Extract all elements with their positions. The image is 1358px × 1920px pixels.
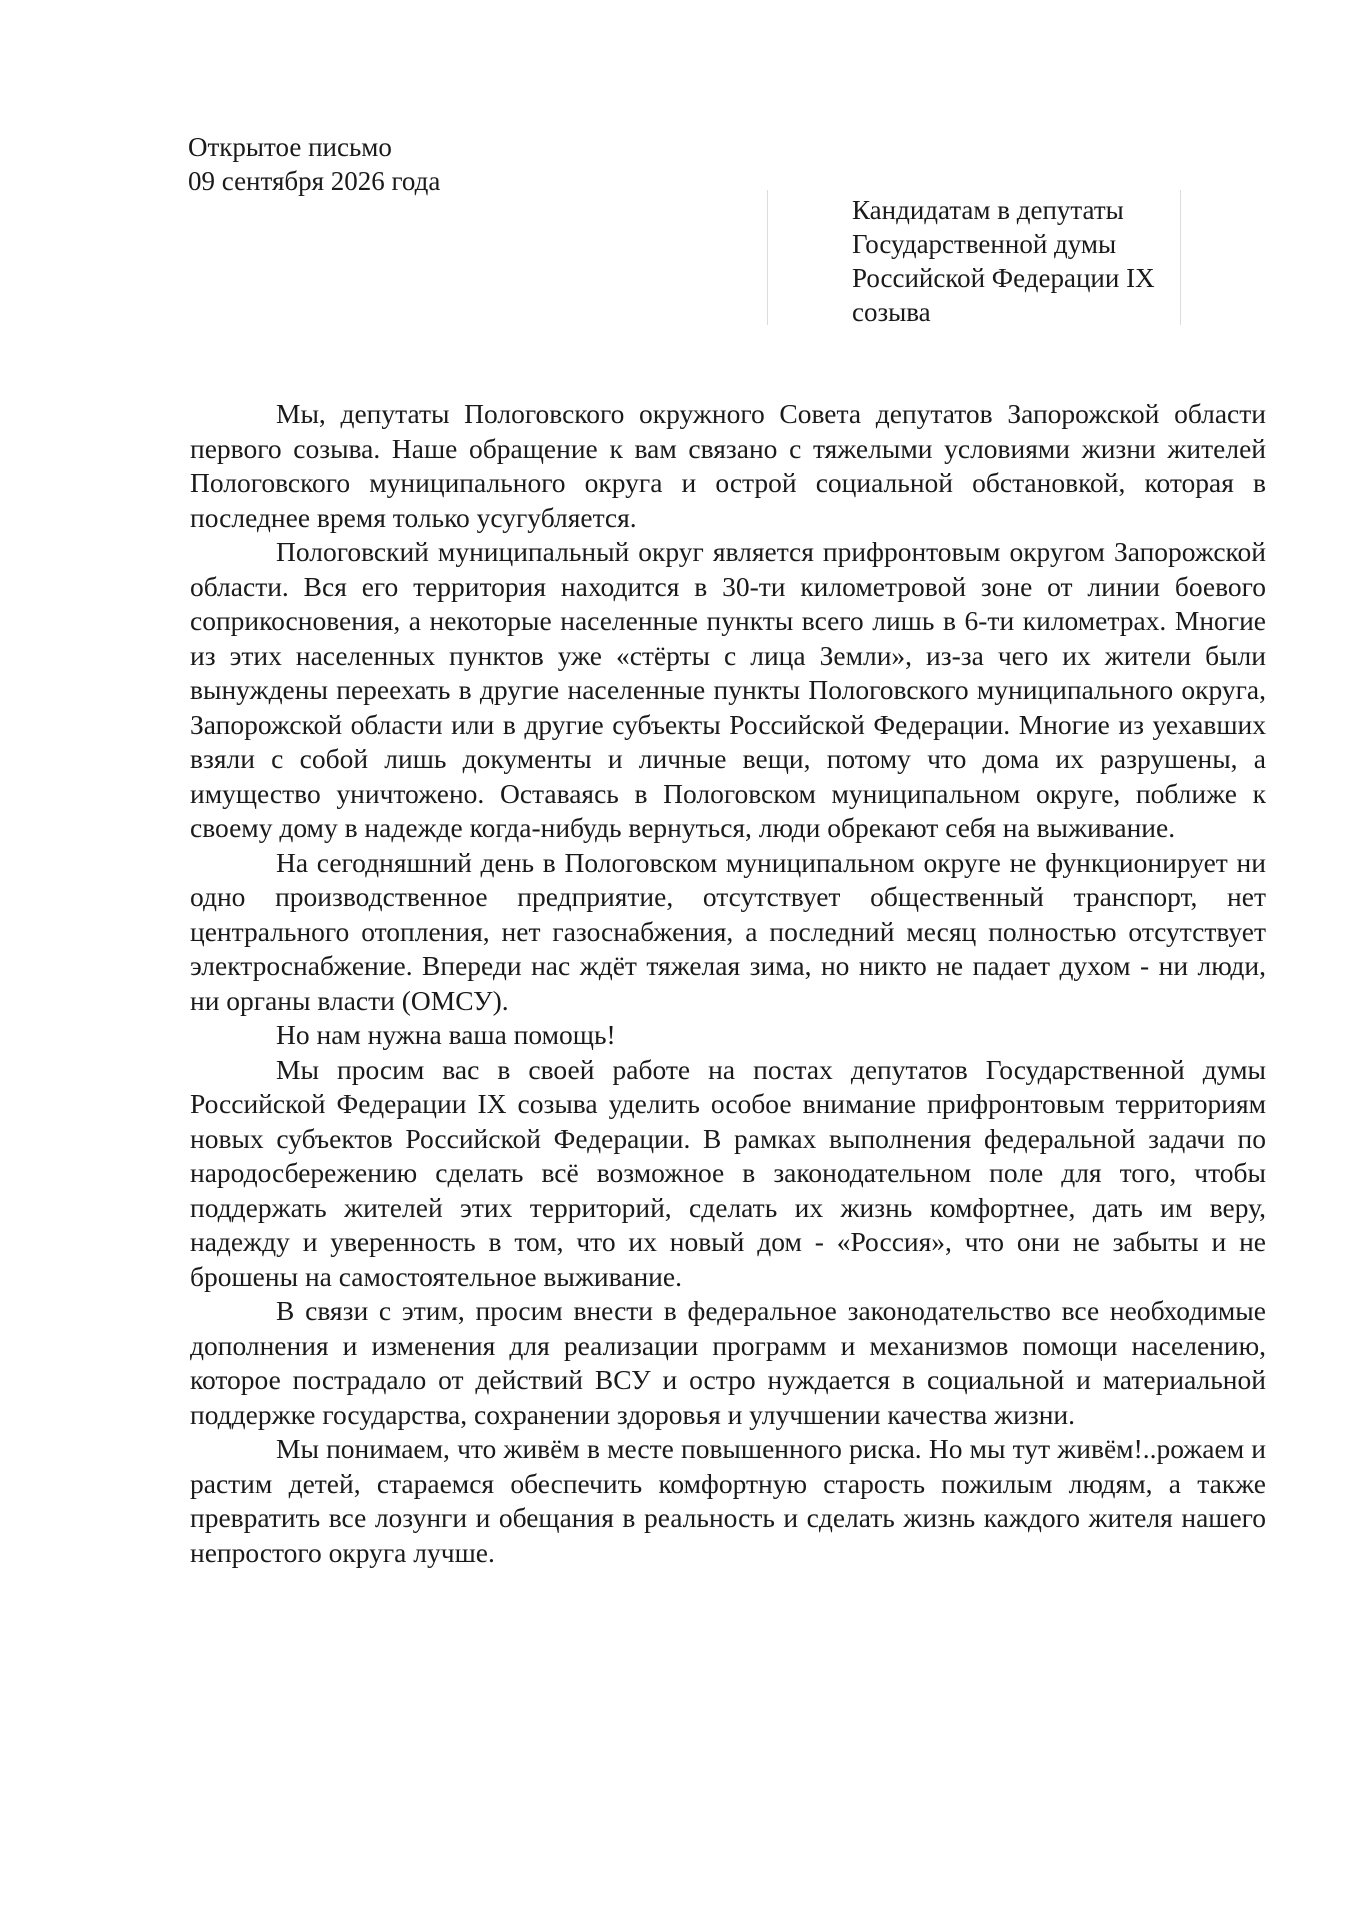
letter-header — [188, 130, 440, 198]
addressee-line: Государственной думы — [852, 229, 1117, 259]
body-paragraph: Мы просим вас в своей работе на постах депутатов Государственной думы Российской Федерации IX созыва уделить особое внимание прифронтовым территориям новых субъектов Российской Федерации. В рамках выполнения федеральной задачи по народосбережению сделать всё возможное в законодательном поле для того, чтобы поддержать жителей этих территорий, сделать их жизнь комфортнее, дать им веру, надежду и уверенность в том, что их новый дом - «Россия», что они не забыты и не брошены на самостоятельное выживание. — [190, 1053, 1266, 1292]
addressee-block — [852, 193, 1155, 329]
body-paragraph: Мы понимаем, что живём в месте повышенного риска. Но мы тут живём!..рожаем и растим детей, стараемся обеспечить комфортную старость пожилым людям, а также превратить все лозунги и обещания в реальность и сделать жизнь каждого жителя нашего непростого округа лучше. — [190, 1433, 1266, 1568]
letter-body — [190, 397, 1266, 1570]
body-paragraph: Но нам нужна ваша помощь! — [276, 1019, 616, 1050]
addressee-line: созыва — [852, 297, 931, 327]
body-paragraph: Пологовский муниципальный округ является прифронтовым округом Запорожской области. Вся его территория находится в 30-ти километровой зоне от линии боевого соприкосновения, а некоторые населенные пункты всего лишь в 6-ти километрах. Многие из этих населенных пунктов уже «стёрты с лица Земли», из-за чего их жители были вынуждены переехать в другие населенные пункты Пологовского муниципального округа, Запорожской области или в другие субъекты Российской Федерации. Многие из уехавших взяли с собой лишь документы и личные вещи, потому что дома их разрушены, а имущество уничтожено. Оставаясь в Пологовском муниципальном округе, поближе к своему дому в надежде когда-нибудь вернуться, люди обрекают себя на выживание. — [190, 536, 1266, 843]
addressee-line: Российской Федерации IX — [852, 263, 1155, 293]
letter-title: Открытое письмо — [188, 132, 392, 162]
body-paragraph: На сегодняшний день в Пологовском муниципальном округе не функционирует ни одно производственное предприятие, отсутствует общественный транспорт, нет центрального отопления, нет газоснабжения, а последний месяц полностью отсутствует электроснабжение. Впереди нас ждёт тяжелая зима, но никто не падает духом - ни люди, ни органы власти (ОМСУ). — [190, 846, 1266, 1016]
letter-date: 09 сентября 2026 года — [188, 166, 441, 196]
scan-artifact-line — [1180, 190, 1181, 325]
body-paragraph: В связи с этим, просим внести в федеральное законодательство все необходимые дополнения и изменения для реализации программ и механизмов помощи населению, которое пострадало от действий ВСУ и остро нуждается в социальной и материальной поддержке государства, сохранении здоровья и улучшении качества жизни. — [190, 1295, 1266, 1430]
addressee-line: Кандидатам в депутаты — [852, 195, 1124, 225]
scan-artifact-line — [767, 190, 768, 325]
body-paragraph: Мы, депутаты Пологовского окружного Совета депутатов Запорожской области первого созыва. Наше обращение к вам связано с тяжелыми условиями жизни жителей Пологовского муниципального округа и острой социальной обстановкой, которая в последнее время только усугубляется. — [190, 398, 1266, 533]
